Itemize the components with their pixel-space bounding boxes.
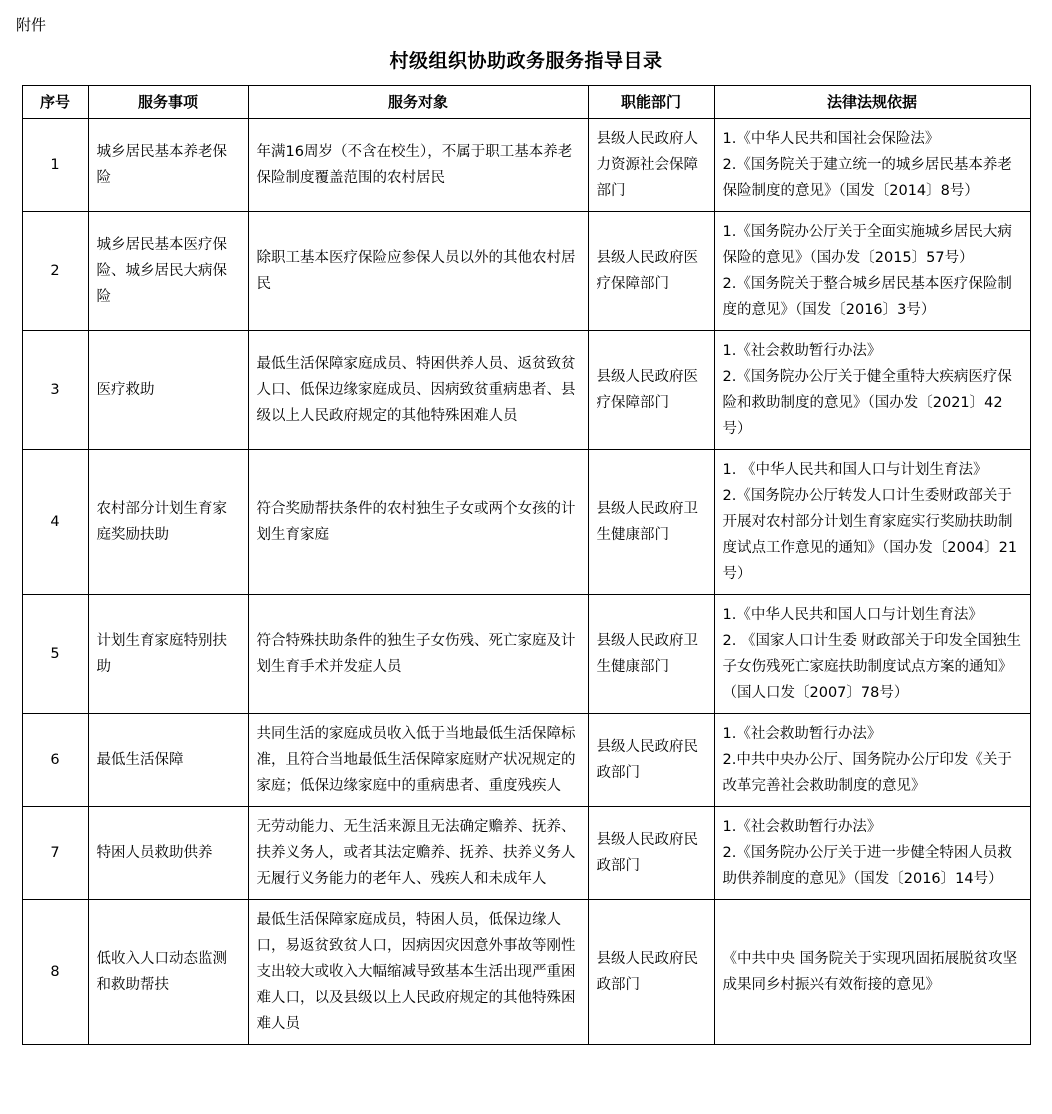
table-row xyxy=(22,212,1030,331)
cell-legal-basis-line: 1.《社会救助暂行办法》 xyxy=(722,343,882,359)
cell-legal-basis-line: 2.《国务院办公厅转发人口计生委财政部关于开展对农村部分计划生育家庭实行奖励扶助制度试点工作意见的通知》（国办发〔2004〕21号） xyxy=(722,488,1018,582)
cell-index xyxy=(22,714,88,807)
cell-legal-basis-line: 1.《中华人民共和国社会保险法》 xyxy=(722,131,940,147)
cell-service-target xyxy=(248,212,588,331)
cell-service-target xyxy=(248,119,588,212)
cell-legal-basis xyxy=(714,331,1030,450)
table-row xyxy=(22,450,1030,595)
cell-legal-basis-line: 2.中共中央办公厅、国务院办公厅印发《关于改革完善社会救助制度的意见》 xyxy=(722,752,1012,794)
cell-service-item-line: 计划生育家庭特别扶助 xyxy=(96,633,227,675)
cell-department-line: 县级人民政府民政部门 xyxy=(596,951,698,993)
cell-legal-basis-line: 1.《社会救助暂行办法》 xyxy=(722,726,882,742)
table-row xyxy=(22,119,1030,212)
cell-service-target xyxy=(248,331,588,450)
cell-index xyxy=(22,119,88,212)
column-header-law: 法律法规依据 xyxy=(714,86,1030,119)
cell-department-line: 县级人民政府卫生健康部门 xyxy=(596,633,698,675)
cell-legal-basis xyxy=(714,119,1030,212)
cell-service-target xyxy=(248,714,588,807)
cell-legal-basis xyxy=(714,450,1030,595)
table-body xyxy=(22,119,1030,1045)
cell-legal-basis xyxy=(714,807,1030,900)
cell-department-line: 县级人民政府民政部门 xyxy=(596,739,698,781)
cell-service-target-line: 除职工基本医疗保险应参保人员以外的其他农村居民 xyxy=(256,250,576,292)
cell-service-target xyxy=(248,807,588,900)
cell-legal-basis xyxy=(714,595,1030,714)
cell-legal-basis-line: 2.《国务院办公厅关于进一步健全特困人员救助供养制度的意见》（国发〔2016〕14号） xyxy=(722,845,1012,887)
cell-service-item xyxy=(88,450,248,595)
attachment-label: 附件 xyxy=(16,16,47,34)
column-header-target: 服务对象 xyxy=(248,86,588,119)
cell-department-line: 县级人民政府民政部门 xyxy=(596,832,698,874)
cell-index-line: 6 xyxy=(50,752,60,768)
cell-legal-basis-line: 1.《中华人民共和国人口与计划生育法》 xyxy=(722,607,983,623)
cell-index-line: 8 xyxy=(50,964,60,980)
cell-service-item xyxy=(88,714,248,807)
cell-legal-basis-line: 1.《国务院办公厅关于全面实施城乡居民大病保险的意见》（国办发〔2015〕57号） xyxy=(722,224,1012,266)
cell-department xyxy=(588,119,714,212)
cell-index xyxy=(22,900,88,1045)
column-header-item: 服务事项 xyxy=(88,86,248,119)
cell-service-target-line: 符合特殊扶助条件的独生子女伤残、死亡家庭及计划生育手术并发症人员 xyxy=(256,633,576,675)
cell-index xyxy=(22,450,88,595)
cell-department-line: 县级人民政府人力资源社会保障部门 xyxy=(596,131,698,199)
cell-legal-basis-line: 1. 《中华人民共和国人口与计划生育法》 xyxy=(722,462,988,478)
table-row xyxy=(22,595,1030,714)
cell-index xyxy=(22,212,88,331)
cell-service-target-line: 无劳动能力、无生活来源且无法确定赡养、抚养、扶养义务人，或者其法定赡养、抚养、扶养义务人无履行义务能力的老年人、残疾人和未成年人 xyxy=(256,819,576,887)
cell-department-line: 县级人民政府卫生健康部门 xyxy=(596,501,698,543)
cell-department xyxy=(588,595,714,714)
cell-index xyxy=(22,595,88,714)
cell-service-item xyxy=(88,807,248,900)
cell-service-item xyxy=(88,900,248,1045)
cell-service-target-line: 最低生活保障家庭成员，特困人员，低保边缘人口，易返贫致贫人口，因病因灾因意外事故等刚性支出较大或收入大幅缩减导致基本生活出现严重困难人口，以及县级以上人民政府规定的其他特殊困难人员 xyxy=(256,912,576,1032)
cell-legal-basis xyxy=(714,900,1030,1045)
cell-department xyxy=(588,900,714,1045)
cell-service-item-line: 农村部分计划生育家庭奖励扶助 xyxy=(96,501,227,543)
cell-index-line: 4 xyxy=(50,514,60,530)
cell-index-line: 5 xyxy=(50,646,60,662)
table-row xyxy=(22,807,1030,900)
table-row xyxy=(22,331,1030,450)
column-header-dept: 职能部门 xyxy=(588,86,714,119)
page-title: 村级组织协助政务服务指导目录 xyxy=(389,50,663,72)
cell-index xyxy=(22,331,88,450)
cell-service-item-line: 医疗救助 xyxy=(96,382,155,398)
cell-department xyxy=(588,714,714,807)
cell-index-line: 3 xyxy=(50,382,60,398)
cell-legal-basis-line: 2.《国务院关于整合城乡居民基本医疗保险制度的意见》（国发〔2016〕3号） xyxy=(722,276,1012,318)
cell-index xyxy=(22,807,88,900)
cell-service-item xyxy=(88,119,248,212)
table-header xyxy=(22,86,1030,119)
cell-index-line: 7 xyxy=(50,845,60,861)
cell-service-item xyxy=(88,595,248,714)
table-row xyxy=(22,714,1030,807)
cell-service-target-line: 最低生活保障家庭成员、特困供养人员、返贫致贫人口、低保边缘家庭成员、因病致贫重病患者、县级以上人民政府规定的其他特殊困难人员 xyxy=(256,356,576,424)
service-catalog-table xyxy=(22,85,1031,1045)
cell-department-line: 县级人民政府医疗保障部门 xyxy=(596,250,698,292)
cell-service-item xyxy=(88,331,248,450)
table-row xyxy=(22,900,1030,1045)
cell-legal-basis-line: 1.《社会救助暂行办法》 xyxy=(722,819,882,835)
cell-service-target xyxy=(248,595,588,714)
cell-service-target-line: 共同生活的家庭成员收入低于当地最低生活保障标准，且符合当地最低生活保障家庭财产状况规定的家庭；低保边缘家庭中的重病患者、重度残疾人 xyxy=(256,726,576,794)
cell-legal-basis xyxy=(714,714,1030,807)
cell-service-item-line: 低收入人口动态监测和救助帮扶 xyxy=(96,951,227,993)
table-header-row xyxy=(22,86,1030,119)
cell-department xyxy=(588,331,714,450)
cell-department xyxy=(588,450,714,595)
cell-department xyxy=(588,212,714,331)
cell-index-line: 2 xyxy=(50,263,60,279)
cell-service-item-line: 城乡居民基本医疗保险、城乡居民大病保险 xyxy=(96,237,227,305)
cell-legal-basis-line: 2. 《国家人口计生委 财政部关于印发全国独生子女伤残死亡家庭扶助制度试点方案的通知》（国人口发〔2007〕78号） xyxy=(722,633,1022,701)
cell-legal-basis-line: 《中共中央 国务院关于实现巩固拓展脱贫攻坚成果同乡村振兴有效衔接的意见》 xyxy=(722,951,1018,993)
cell-service-item xyxy=(88,212,248,331)
cell-index-line: 1 xyxy=(50,157,60,173)
cell-service-item-line: 城乡居民基本养老保险 xyxy=(96,144,227,186)
cell-department xyxy=(588,807,714,900)
cell-legal-basis xyxy=(714,212,1030,331)
cell-legal-basis-line: 2.《国务院关于建立统一的城乡居民基本养老保险制度的意见》（国发〔2014〕8号） xyxy=(722,157,1012,199)
column-header-index: 序号 xyxy=(22,86,88,119)
cell-service-target xyxy=(248,900,588,1045)
cell-department-line: 县级人民政府医疗保障部门 xyxy=(596,369,698,411)
cell-service-target-line: 年满16周岁（不含在校生），不属于职工基本养老保险制度覆盖范围的农村居民 xyxy=(256,144,573,186)
cell-legal-basis-line: 2.《国务院办公厅关于健全重特大疾病医疗保险和救助制度的意见》（国办发〔2021〕42号） xyxy=(722,369,1012,437)
cell-service-item-line: 特困人员救助供养 xyxy=(96,845,213,861)
cell-service-target xyxy=(248,450,588,595)
cell-service-item-line: 最低生活保障 xyxy=(96,752,184,768)
cell-service-target-line: 符合奖励帮扶条件的农村独生子女或两个女孩的计划生育家庭 xyxy=(256,501,576,543)
